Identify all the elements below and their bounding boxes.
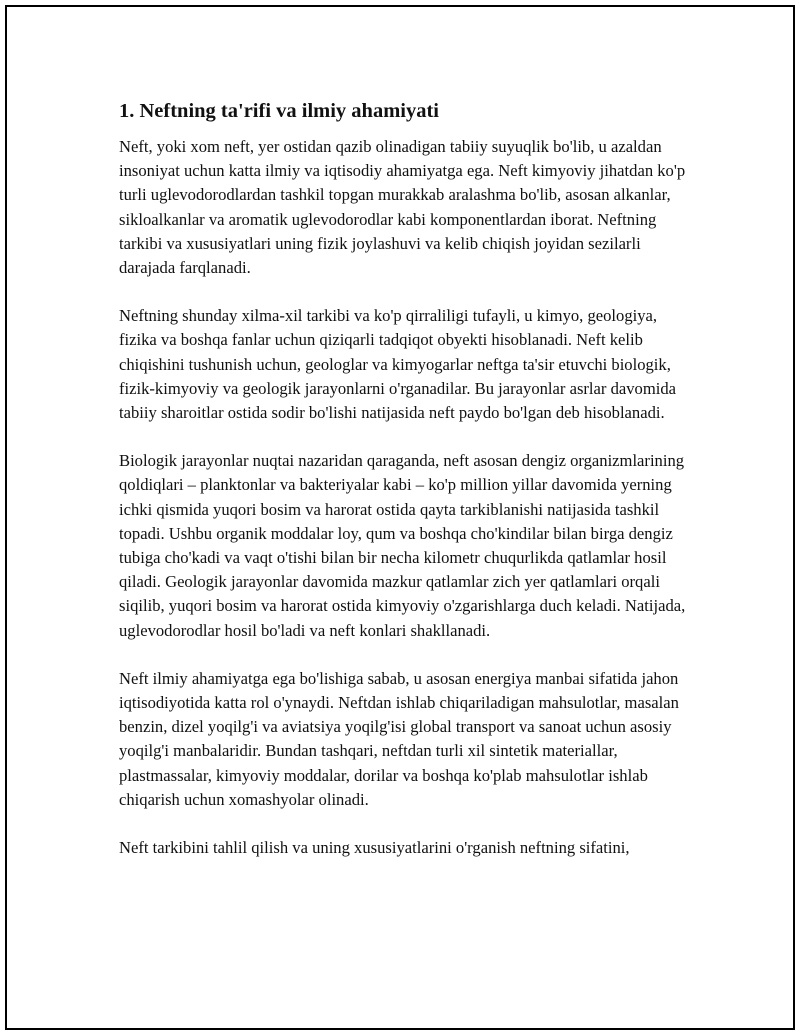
paragraph-2: Neftning shunday xilma-xil tarkibi va ko'p qirraliligi tufayli, u kimyo, geologiya, fizika va boshqa fanlar uchun qiziqarli tadqiqot obyekti hisoblanadi. Neft kelib chiqishini tushunish uchun, geologlar va kimyogarlar neftga ta'sir etuvchi biologik, fizik-kimyoviy va geologik jarayonlarni o'rganadilar. Bu jarayonlar asrlar davomida tabiiy sharoitlar ostida sodir bo'lishi natijasida neft paydo bo'lgan deb hisoblanadi. [119,306,677,423]
paragraph-3: Biologik jarayonlar nuqtai nazaridan qaraganda, neft asosan dengiz organizmlarining qoldiqlari – planktonlar va bakteriyalar kabi – ko'p million yillar davomida yerning ichki qismida yuqori bosim va harorat ostida qayta tarkiblanishi natijasida tashkil topadi. Ushbu organik moddalar loy, qum va boshqa cho'kindilar bilan birga dengiz tubiga cho'kadi va vaqt o'tishi bilan bir necha kilometr chuqurlikda qatlamlar hosil qiladi. Geologik jarayonlar davomida mazkur qatlamlar zich yer qatlamlari orqali siqilib, yuqori bosim va harorat ostida kimyoviy o'zgarishlarga duch keladi. Natijada, uglevodorodlar hosil bo'ladi va neft konlari shakllanadi. [119,451,686,640]
document-body [119,97,691,884]
page-frame [5,5,795,1030]
paragraph-5: Neft tarkibini tahlil qilish va uning xususiyatlarini o'rganish neftning sifatini, [119,838,630,858]
paragraph-1: Neft, yoki xom neft, yer ostidan qazib olinadigan tabiiy suyuqlik bo'lib, u azaldan insoniyat uchun katta ilmiy va iqtisodiy ahamiyatga ega. Neft kimyoviy jihatdan ko'p turli uglevodorodlardan tashkil topgan murakkab aralashma bo'lib, asosan alkanlar, sikloalkanlar va aromatik uglevodorodlar kabi komponentlardan iborat. Neftning tarkibi va xususiyatlari uning fizik joylashuvi va kelib chiqish joyidan sezilarli darajada farqlanadi. [119,137,686,278]
section-heading: 1. Neftning ta'rifi va ilmiy ahamiyati [119,100,440,122]
paragraph-4: Neft ilmiy ahamiyatga ega bo'lishiga sabab, u asosan energiya manbai sifatida jahon iqtisodiyotida katta rol o'ynaydi. Neftdan ishlab chiqariladigan mahsulotlar, masalan benzin, dizel yoqilg'i va aviatsiya yoqilg'isi global transport va sanoat uchun asosiy yoqilg'i manbalaridir. Bundan tashqari, neftdan turli xil sintetik materiallar, plastmassalar, kimyoviy moddalar, dorilar va boshqa ko'plab mahsulotlar ishlab chiqarish uchun xomashyolar olinadi. [119,668,679,809]
